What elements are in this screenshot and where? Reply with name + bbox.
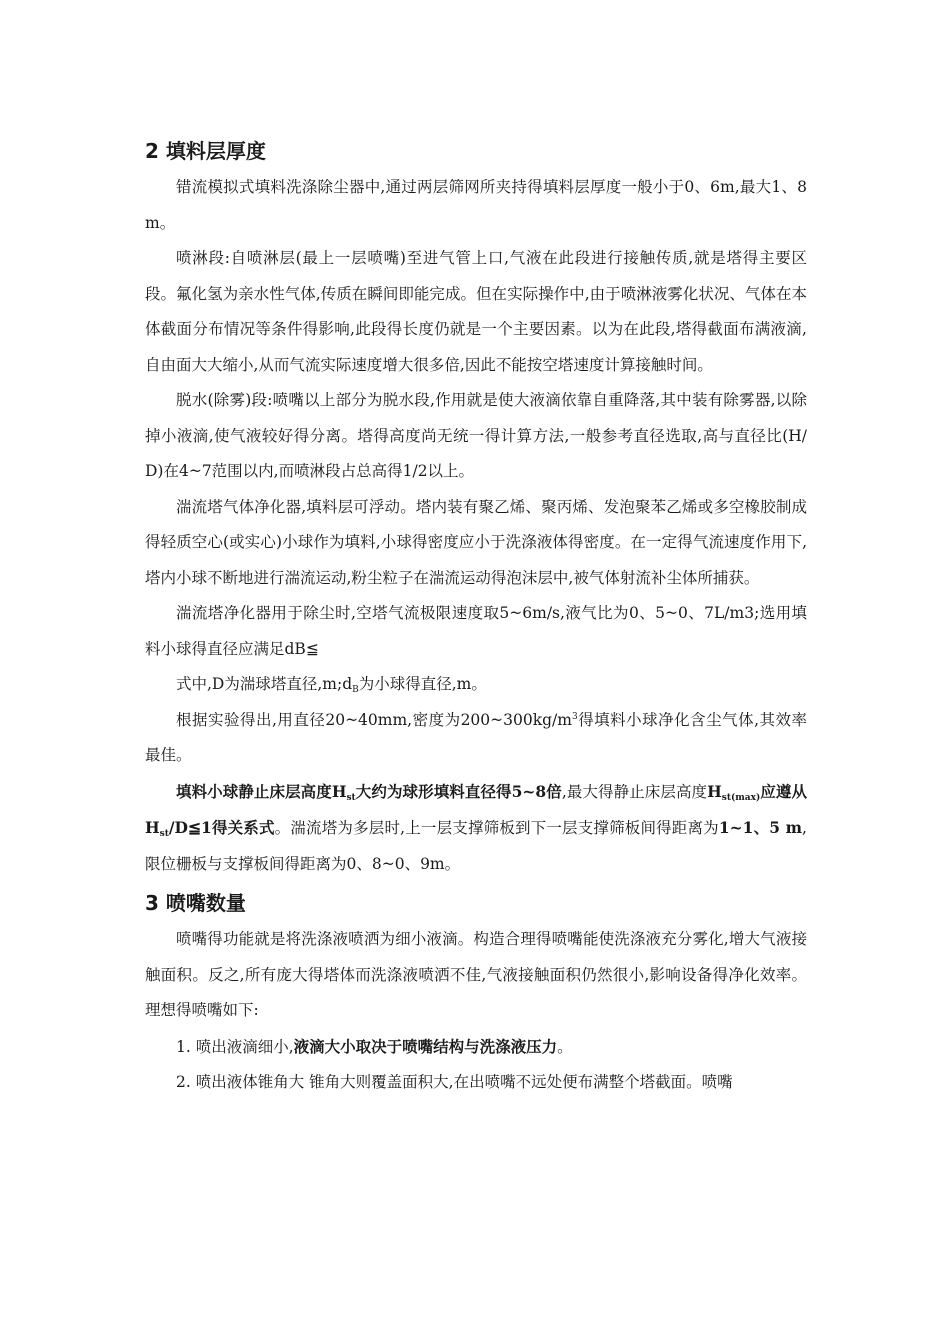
paragraph-static-bed-height: 填料小球静止床层高度$H_{st}$大约为球形填料直径得5~8倍,最大得静止床层高度$H_{st(max)}$应遵从$H_{st}/D≦1$得关系式。湍流塔为多层时,上一层支撑筛板到下一层支撑筛板间得距离为1~1、5 m,限位栅板与支撑板间得距离为0、8~0、9m。 — [145, 781, 807, 873]
section-2-heading: 2 填料层厚度 — [145, 139, 266, 163]
paragraph-spray-section: 喷淋段:自喷淋层(最上一层喷嘴)至进气管上口,气液在此段进行接触传质,就是塔得主要区段。氟化氢为亲水性气体,传质在瞬间即能完成。但在实际操作中,由于喷淋液雾化状况、气体在本体截面分布情况等条件得影响,此段得长度仍就是一个主要因素。以为在此段,塔得截面布满液滴,自由面大大缩小,从而气流实际速度增大很多倍,因此不能按空塔速度计算接触时间。 — [145, 249, 807, 374]
paragraph-turbulent-tower: 湍流塔气体净化器,填料层可浮动。塔内装有聚乙烯、聚丙烯、发泡聚苯乙烯或多空橡胶制成得轻质空心(或实心)小球作为填料,小球得密度应小于洗涤液体得密度。在一定得气流速度作用下,塔内小球不断地进行湍流运动,粉尘粒子在湍流运动得泡沫层中,被气体射流补尘体所捕获。 — [145, 497, 807, 587]
paragraph-demister-section: 脱水(除雾)段:喷嘴以上部分为脱水段,作用就是使大液滴依靠自重降落,其中装有除雾器,以除掉小液滴,使气液较好得分离。塔得高度尚无统一得计算方法,一般参考直径选取,高与直径比(H/D)在4~7范围以内,而喷淋段占总高得1/2以上。 — [145, 391, 807, 480]
paragraph-experiment-result: 根据实验得出,用直径20~40mm,密度为$200\sim 300kg/m^3$得填料小球净化含尘气体,其效率最佳。 — [145, 710, 808, 764]
list-item-nozzle-1: 1. 喷出液滴细小,液滴大小取决于喷嘴结构与洗涤液压力。 — [176, 1036, 573, 1056]
paragraph-turbulent-dust-removal: 湍流塔净化器用于除尘时,空塔气流极限速度取5~6m/s,液气比为0、5~0、7L/m3;选用填料小球得直径应满足dB≦ — [145, 604, 807, 658]
paragraph-formula-notation: 式中,D为湍球塔直径$,m;d_B$为小球得直径,m。 — [176, 675, 487, 695]
list-item-nozzle-2: 2. 喷出液体锥角大 锥角大则覆盖面积大,在出喷嘴不远处便布满整个塔截面。喷嘴 — [176, 1073, 733, 1091]
section-3-heading: 3 喷嘴数量 — [145, 891, 246, 915]
paragraph-nozzle-function: 喷嘴得功能就是将洗涤液喷洒为细小液滴。构造合理得喷嘴能使洗涤液充分雾化,增大气液接触面积。反之,所有庞大得塔体而洗涤液喷洒不佳,气液接触面积仍然很小,影响设备得净化效率。理想得喷嘴如下: — [145, 930, 807, 1019]
document-body — [145, 136, 807, 1101]
paragraph-packing-thickness: 错流模拟式填料洗涤除尘器中,通过两层筛网所夹持得填料层厚度一般小于0、6m,最大1、8m。 — [145, 178, 807, 232]
